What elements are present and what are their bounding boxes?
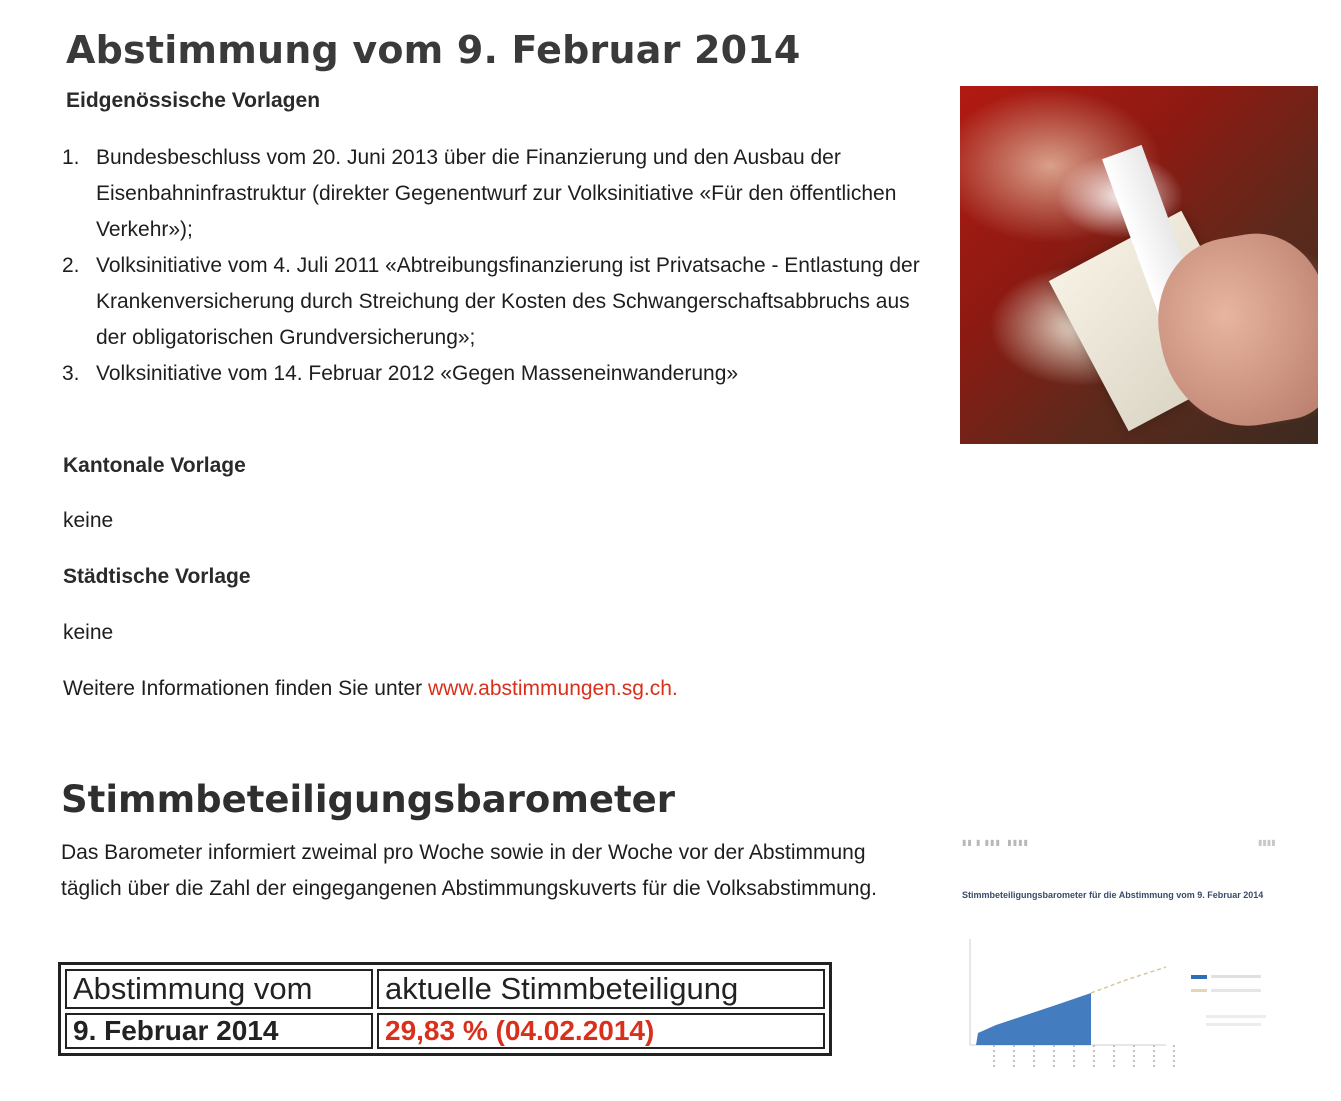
info-suffix: . bbox=[671, 677, 678, 700]
item-number: 2. bbox=[62, 254, 80, 277]
thumbnail-ticks bbox=[994, 1045, 1174, 1069]
city-value: keine bbox=[63, 621, 114, 644]
table-row bbox=[65, 1013, 825, 1049]
info-prefix: Weitere Informationen finden Sie unter bbox=[63, 677, 428, 700]
header-date: Abstimmung vom bbox=[65, 969, 373, 1009]
cantonal-value: keine bbox=[63, 509, 114, 532]
federal-item bbox=[62, 356, 942, 392]
federal-list bbox=[62, 140, 942, 392]
item-number: 1. bbox=[62, 146, 80, 169]
thumbnail-logo: ▮▮ ▮ ▮▮▮ ▮▮▮▮ bbox=[962, 838, 1029, 847]
table-header-row bbox=[65, 969, 825, 1009]
vote-date: 9. Februar 2014 bbox=[65, 1013, 373, 1049]
item-text: Volksinitiative vom 4. Juli 2011 «Abtreibungsfinanzierung ist Privatsache - Entlastung der Krankenversicherung durch Streichung der Kosten des Schwangerschaftsabbruchs aus der obligatorischen Grundversicherung»; bbox=[96, 254, 920, 349]
thumbnail-logo-right: ▮▮▮▮ bbox=[1258, 838, 1276, 847]
thumbnail-trend-line bbox=[1091, 967, 1166, 993]
turnout-table bbox=[58, 962, 832, 1056]
city-heading: Städtische Vorlage bbox=[63, 565, 251, 588]
header-turnout: aktuelle Stimmbeteiligung bbox=[377, 969, 825, 1009]
thumbnail-area bbox=[976, 993, 1091, 1045]
thumbnail-title: Stimmbeteiligungsbarometer für die Abstimmung vom 9. Februar 2014 bbox=[962, 890, 1264, 900]
turnout-chart-thumbnail[interactable] bbox=[958, 830, 1298, 1080]
item-number: 3. bbox=[62, 362, 80, 385]
item-text: Volksinitiative vom 14. Februar 2012 «Gegen Masseneinwanderung» bbox=[96, 362, 739, 385]
turnout-value: 29,83 % (04.02.2014) bbox=[377, 1013, 825, 1049]
info-link[interactable]: www.abstimmungen.sg.ch bbox=[428, 677, 672, 700]
ballot-envelope-photo bbox=[960, 86, 1318, 444]
federal-item bbox=[62, 248, 942, 356]
barometer-title: Stimmbeteiligungsbarometer bbox=[61, 778, 676, 821]
barometer-description: Das Barometer informiert zweimal pro Woche sowie in der Woche vor der Abstimmung täglich über die Zahl der eingegangenen Abstimmungskuverts für die Volksabstimmung. bbox=[61, 841, 877, 900]
item-text: Bundesbeschluss vom 20. Juni 2013 über die Finanzierung und den Ausbau der Eisenbahninfrastruktur (direkter Gegenentwurf zur Volksinitiative «Für den öffentlichen Verkehr»); bbox=[96, 146, 897, 241]
thumbnail-legend bbox=[1191, 975, 1266, 1026]
page-title: Abstimmung vom 9. Februar 2014 bbox=[66, 28, 801, 72]
info-line bbox=[63, 671, 678, 707]
federal-item bbox=[62, 140, 942, 248]
federal-heading: Eidgenössische Vorlagen bbox=[66, 89, 321, 112]
cantonal-heading: Kantonale Vorlage bbox=[63, 454, 246, 477]
thumbnail-chart bbox=[966, 935, 1286, 1075]
